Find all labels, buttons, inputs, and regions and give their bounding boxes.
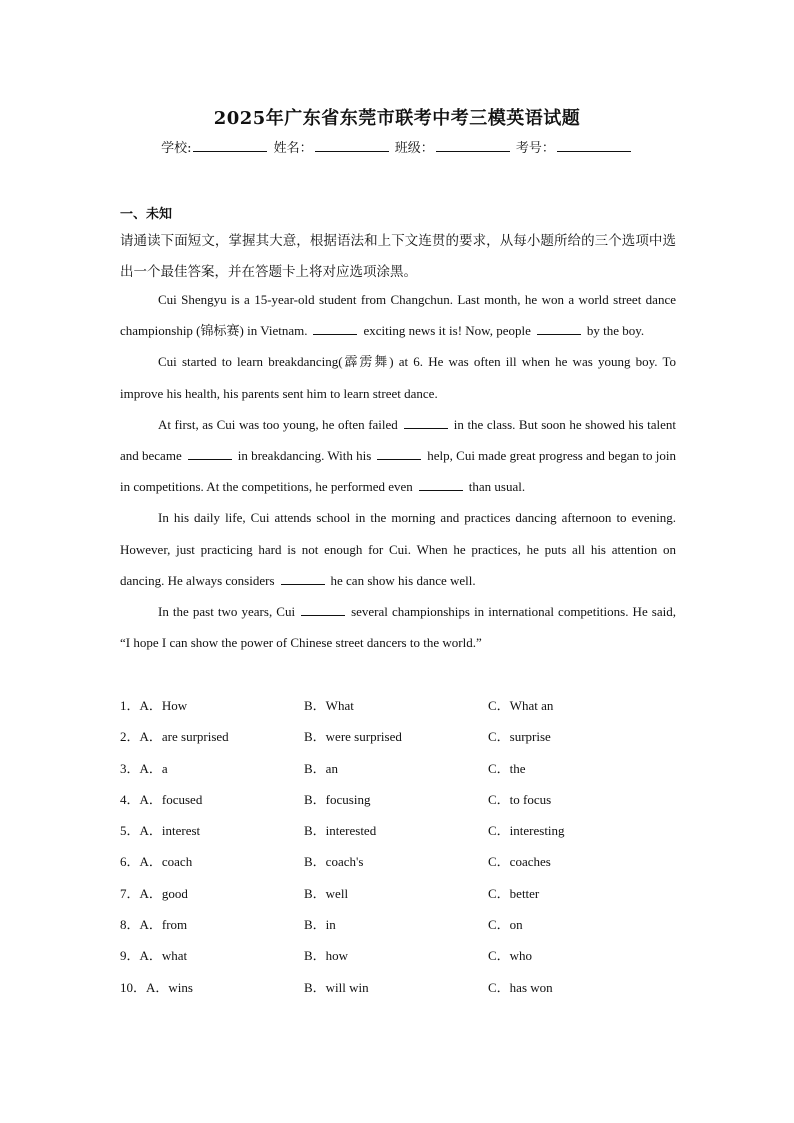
passage-text: exciting news it is! Now, people [363, 323, 531, 339]
passage-paragraph [120, 346, 676, 408]
option-b[interactable]: B．an [304, 760, 338, 776]
section-heading: 一、未知 [120, 207, 173, 222]
passage-text: At first, as Cui was too young, he often failed [158, 416, 398, 432]
school-label: 学校: [161, 141, 192, 156]
passage-text: in the class. But soon he showed his talent and became [120, 416, 676, 464]
option-b[interactable]: B．in [304, 917, 336, 933]
option-a[interactable]: 3．A．a [120, 760, 168, 776]
option-c[interactable]: C．to focus [488, 791, 552, 807]
option-c[interactable]: C．What an [488, 698, 554, 713]
option-c[interactable]: C．who [488, 948, 533, 964]
option-a[interactable]: 9．A．what [120, 948, 188, 964]
passage-text: help, Cui made great progress and began to join in competitions. At the competitions, he performed even [120, 448, 677, 495]
passage-text: several championships in international competitions. He said, “I hope I can show the power of Chinese street dancers to the world.” [120, 604, 676, 651]
exam-number-blank[interactable] [557, 139, 631, 152]
blank-1 [313, 322, 357, 335]
option-a[interactable]: 2．A．are surprised [120, 729, 229, 745]
passage-text: In the past two years, Cui [158, 604, 296, 620]
blank-10 [301, 603, 345, 616]
option-b[interactable]: B．focusing [304, 791, 371, 807]
question-list [120, 690, 680, 1003]
option-b[interactable]: B．well [304, 885, 349, 901]
option-c[interactable]: C．has won [488, 979, 553, 995]
option-b[interactable]: B．how [304, 948, 349, 964]
exam-number-label: 考号： [515, 141, 555, 156]
passage-paragraph [120, 502, 676, 596]
passage-paragraph [120, 409, 676, 503]
page-title: 2025年广东省东莞市联考中考三模英语试题 [213, 108, 581, 129]
option-a[interactable]: 10．A．wins [120, 979, 193, 995]
passage-text: by the boy. [586, 323, 645, 339]
passage-text: Cui started to learn breakdancing(霹雳舞) at 6. He was often ill when he was young boy. To improve his health, his parents sent him to learn street dance. [120, 354, 676, 401]
option-c[interactable]: C．coaches [488, 854, 551, 870]
blank-4 [404, 416, 448, 429]
passage-paragraph [120, 596, 676, 658]
section-instructions: 请通读下面短文，掌握其大意，根据语法和上下文连贯的要求，从每小题所给的三个选项中选出一个最佳答案，并在答题卡上将对应选项涂黑。 [120, 233, 676, 280]
passage-text: than usual. [468, 479, 526, 495]
option-a[interactable]: 8．A．from [120, 917, 188, 933]
name-label: 姓名： [273, 141, 313, 156]
blank-6 [377, 447, 421, 460]
option-b[interactable]: B．were surprised [304, 729, 402, 745]
option-c[interactable]: C．interesting [488, 823, 565, 839]
school-blank[interactable] [193, 139, 267, 152]
option-b[interactable]: B．will win [304, 979, 369, 995]
option-c[interactable]: C．better [488, 885, 540, 901]
option-a[interactable]: 1．A．How [120, 698, 188, 713]
option-a[interactable]: 5．A．interest [120, 823, 201, 839]
question-row [120, 878, 680, 909]
blank-7 [419, 478, 463, 491]
class-label: 班级： [394, 141, 434, 156]
option-a[interactable]: 7．A．good [120, 885, 188, 901]
option-c[interactable]: C．surprise [488, 729, 551, 745]
name-blank[interactable] [315, 139, 389, 152]
blank-2 [537, 322, 581, 335]
blank-5 [188, 447, 232, 460]
option-a[interactable]: 4．A．focused [120, 791, 203, 807]
option-c[interactable]: C．on [488, 917, 523, 933]
question-row [120, 909, 680, 940]
question-row [120, 784, 680, 815]
blank-9 [281, 572, 325, 585]
option-b[interactable]: B．interested [304, 823, 377, 839]
option-b[interactable]: B．coach's [304, 854, 364, 870]
option-c[interactable]: C．the [488, 760, 526, 776]
passage-text: In his daily life, Cui attends school in the morning and practices dancing afternoon to evening. However, just practicing hard is not enough for Cui. When he practices, he puts all his attention on dancing. He always considers [120, 510, 676, 588]
question-row [120, 721, 680, 752]
question-row [120, 846, 680, 877]
option-a[interactable]: 6．A．coach [120, 854, 193, 870]
option-b[interactable]: B．What [304, 698, 354, 713]
question-row [120, 972, 680, 1003]
question-row [120, 753, 680, 784]
passage-text: Cui Shengyu is a 15-year-old student from Changchun. Last month, he won a world street dance championship (锦标赛) in Vietnam. [120, 292, 676, 339]
passage-paragraph [120, 284, 676, 346]
passage-text: in breakdancing. With his [237, 448, 372, 464]
question-row [120, 690, 680, 721]
student-info-line [0, 137, 794, 156]
passage-text: he can show his dance well. [330, 572, 476, 588]
question-row [120, 940, 680, 971]
question-row [120, 815, 680, 846]
class-blank[interactable] [436, 139, 510, 152]
reading-passage [120, 284, 676, 658]
